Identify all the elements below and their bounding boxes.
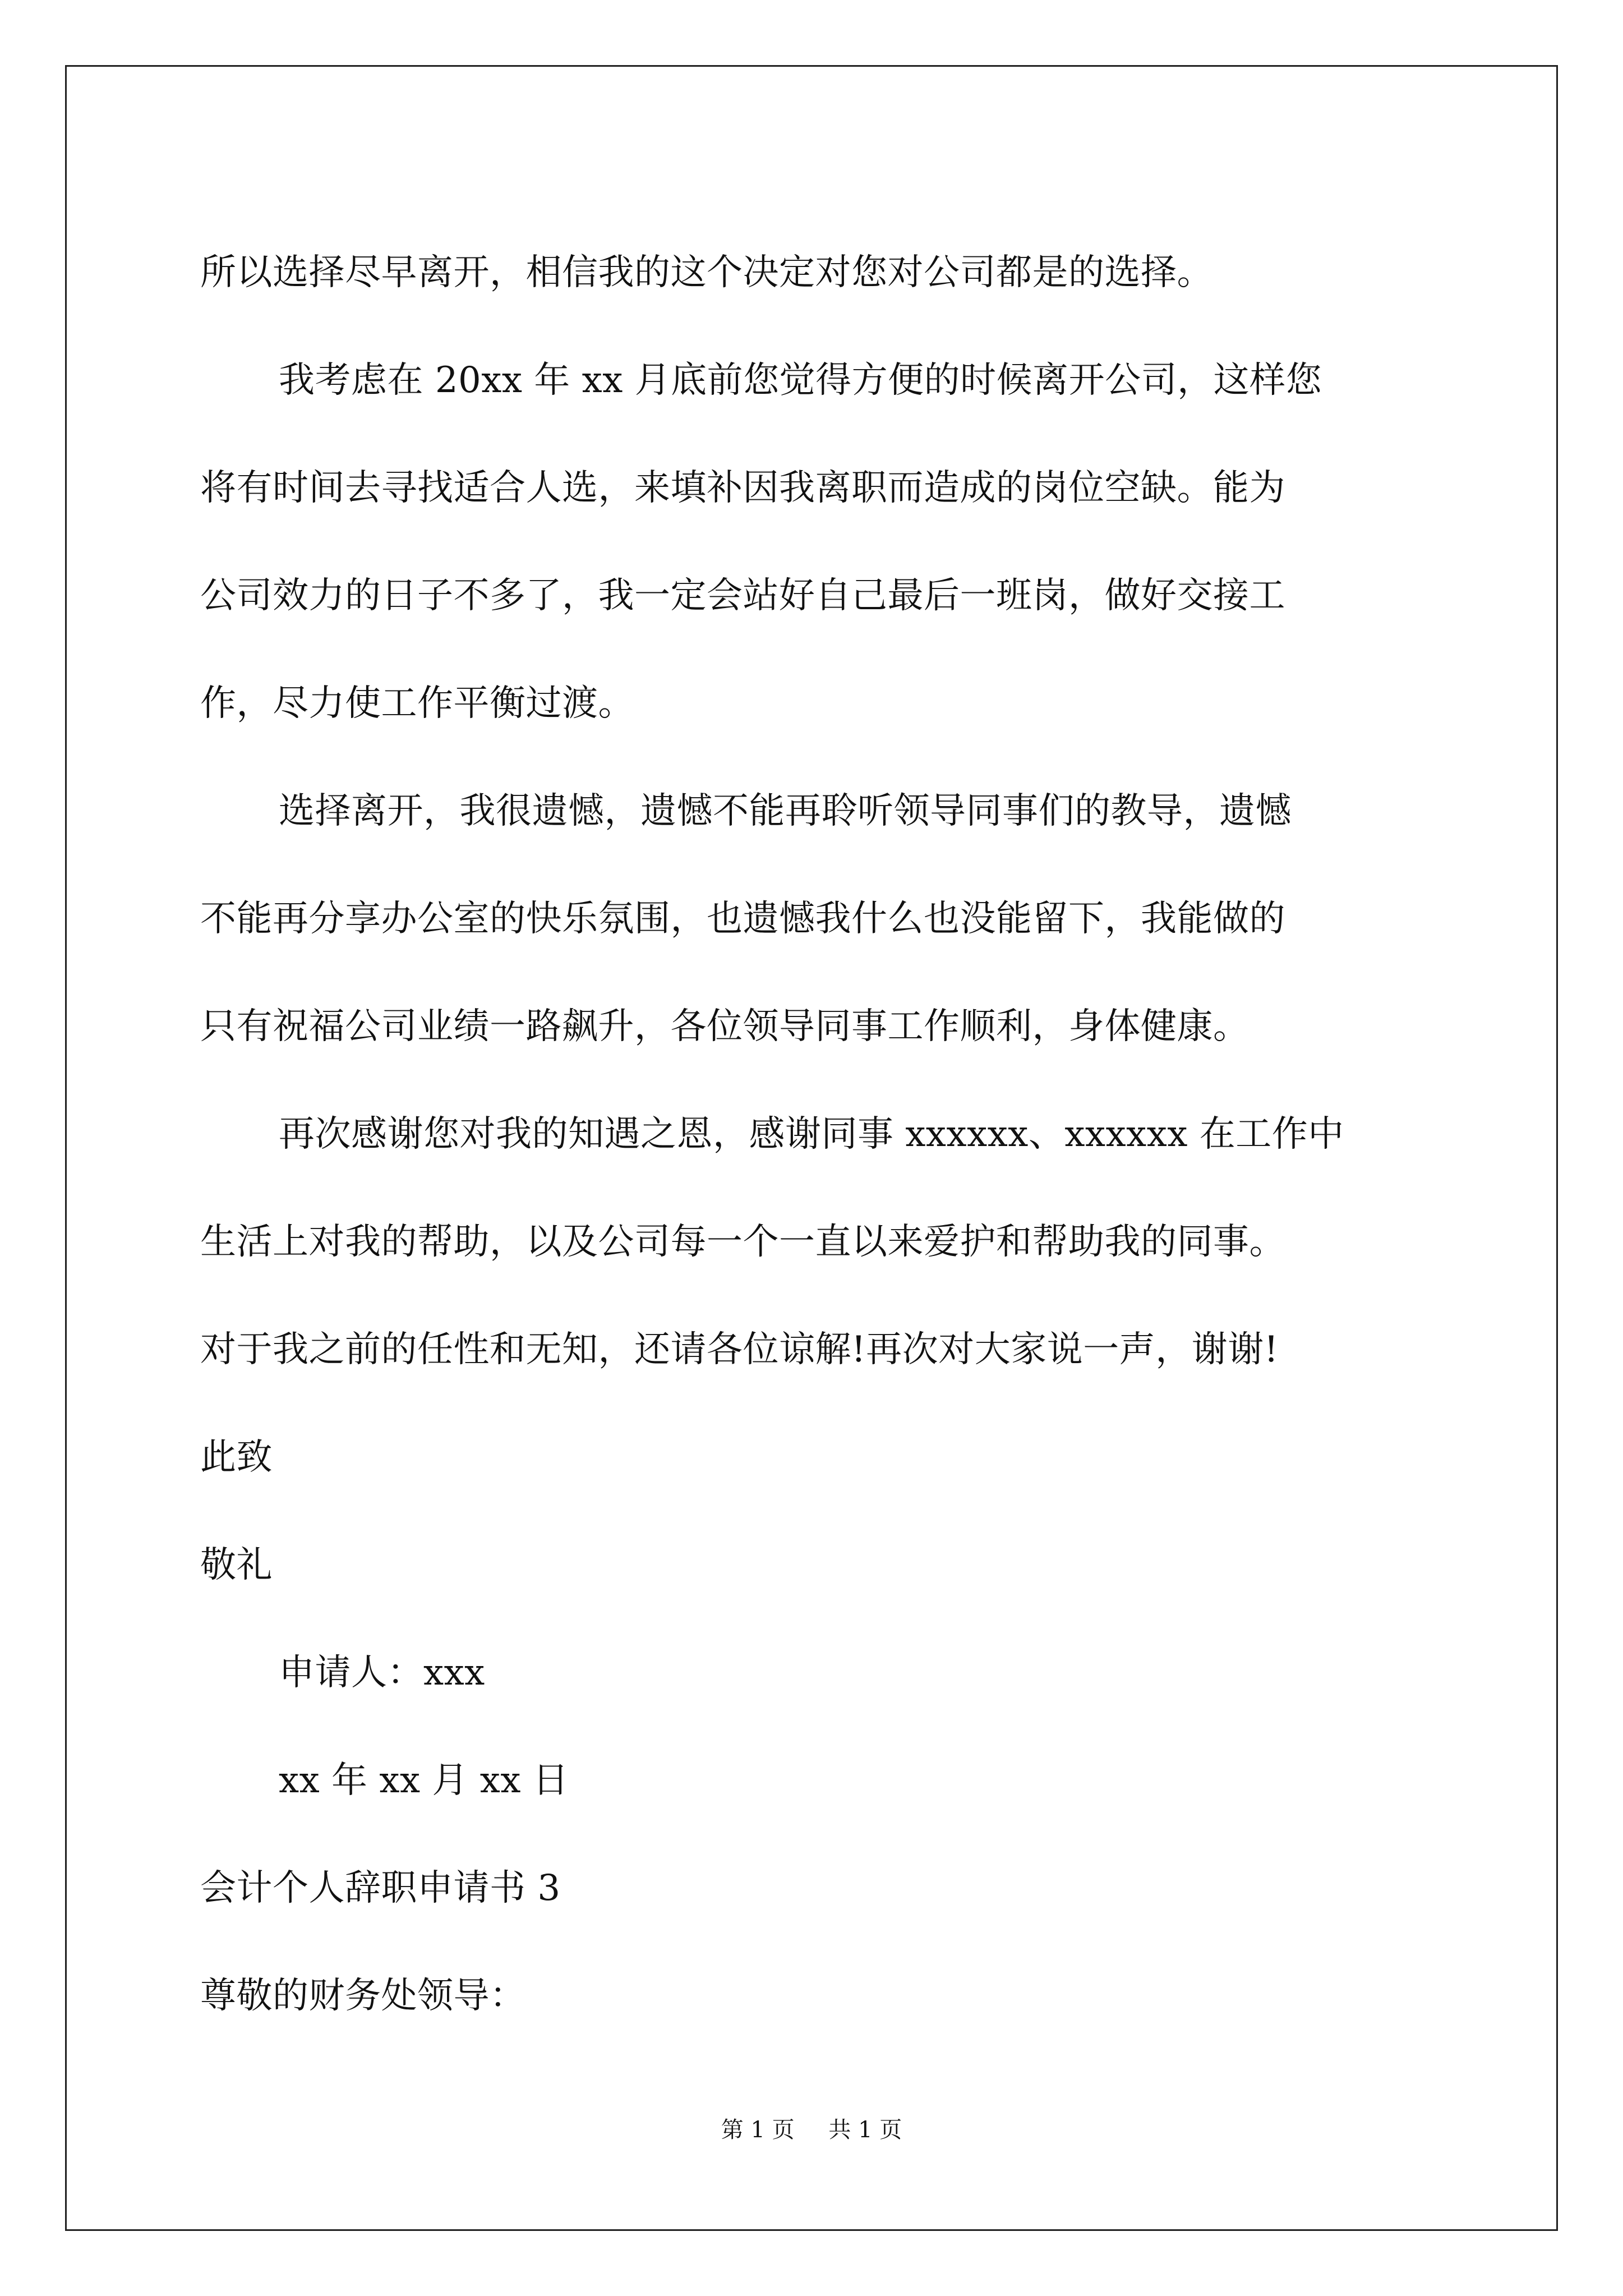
text-line: 再次感谢您对我的知遇之恩，感谢同事 xxxxxx、xxxxxx 在工作中 [279,1114,1344,1155]
text-line: 对于我之前的任性和无知，还请各位谅解!再次对大家说一声，谢谢! [200,1329,1279,1370]
text-line: 选择离开，我很遗憾，遗憾不能再聆听领导同事们的教导，遗憾 [279,790,1292,832]
applicant-signature: 申请人：xxx [279,1652,485,1694]
section-title: 会计个人辞职申请书 3 [200,1867,561,1909]
text-line: 所以选择尽早离开，相信我的这个决定对您对公司都是的选择。 [200,252,1213,293]
text-line: 只有祝福公司业绩一路飙升，各位领导同事工作顺利，身体健康。 [200,1006,1249,1047]
text-line: 我考虑在 20xx 年 xx 月底前您觉得方便的时候离开公司，这样您 [279,360,1322,401]
page-footer [0,2112,1623,2144]
text-line: 公司效力的日子不多了，我一定会站好自己最后一班岗，做好交接工 [200,575,1285,616]
text-line: 不能再分享办公室的快乐氛围，也遗憾我什么也没能留下，我能做的 [200,898,1285,940]
signature-date: xx 年 xx 月 xx 日 [279,1760,569,1801]
text-line: 作，尽力使工作平衡过渡。 [200,683,634,724]
page-number: 第 1 页 [721,2117,795,2143]
text-line: 生活上对我的帮助，以及公司每一个一直以来爱护和帮助我的同事。 [200,1221,1285,1263]
greeting: 尊敬的财务处领导： [200,1975,526,2017]
closing-regards: 敬礼 [200,1544,273,1586]
closing-salutation: 此致 [200,1437,273,1478]
document-body [200,219,1426,2050]
text-line: 将有时间去寻找适合人选，来填补因我离职而造成的岗位空缺。能为 [200,467,1285,509]
page-total: 共 1 页 [828,2117,902,2143]
